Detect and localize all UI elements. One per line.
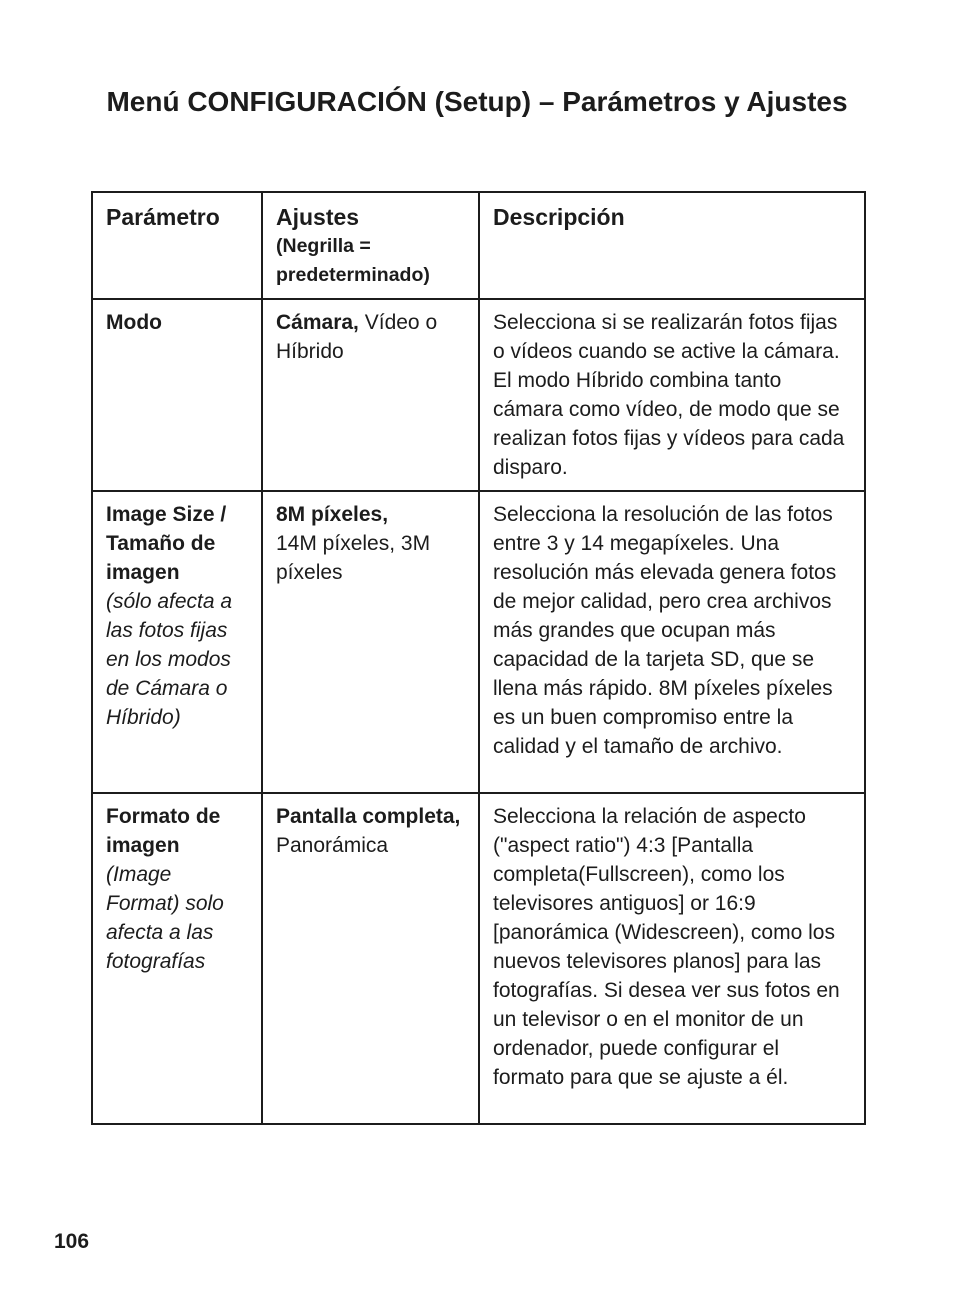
header-description (479, 192, 865, 299)
default-setting: Pantalla completa, (276, 805, 461, 829)
table-row (92, 491, 865, 793)
param-name: Image Size / Tamaño de imagen (106, 503, 227, 585)
settings-cell (262, 491, 479, 793)
settings-cell (262, 793, 479, 1124)
other-settings: Vídeo o Híbrido (276, 311, 438, 363)
param-cell (92, 793, 262, 1124)
settings-table (91, 191, 866, 1125)
other-settings: 14M píxeles, 3M píxeles (276, 532, 431, 585)
table-row (92, 299, 865, 491)
page-number: 106 (54, 1230, 90, 1253)
default-setting: 8M píxeles, (276, 503, 389, 527)
header-description-label: Descripción (493, 204, 625, 230)
header-param-label: Parámetro (106, 204, 220, 230)
table-header-row (92, 192, 865, 299)
description-cell (479, 491, 865, 793)
param-note: (Image Format) solo afecta a las fotografías (106, 863, 224, 973)
description-cell (479, 793, 865, 1124)
header-param (92, 192, 262, 299)
param-name: Formato de imagen (106, 805, 221, 858)
settings-cell (262, 299, 479, 491)
description-text: Selecciona la resolución de las fotos entre 3 y 14 megapíxeles. Una resolución más elevada genera fotos de mejor calidad, pero crea archivos más grandes que ocupan más capacidad de la tarjeta SD, que se llena más rápido. 8M píxeles píxeles es un buen compromiso entre la calidad y el tamaño de archivo. (493, 503, 837, 758)
header-settings-note: (Negrilla = predeterminado) (276, 235, 430, 286)
param-cell (92, 491, 262, 793)
param-name: Modo (106, 311, 162, 334)
description-text: Selecciona si se realizarán fotos fijas o vídeos cuando se active la cámara. El modo Híbrido combina tanto cámara como vídeo, de modo que se realizan fotos fijas y vídeos para cada disparo. (493, 311, 845, 479)
default-setting: Cámara, (276, 311, 359, 334)
table-row (92, 793, 865, 1124)
header-settings (262, 192, 479, 299)
header-settings-label: Ajustes (276, 204, 360, 230)
page-title: Menú CONFIGURACIÓN (Setup) – Parámetros y Ajustes (106, 86, 848, 117)
other-settings: Panorámica (276, 834, 389, 858)
param-cell (92, 299, 262, 491)
description-text: Selecciona la relación de aspecto ("aspect ratio") 4:3 [Pantalla completa(Fullscreen), como los televisores antiguos] or 16:9 [panorámica (Widescreen), como los nuevos televisores planos] para las fotografías. Si desea ver sus fotos en un televisor o en el monitor de un ordenador, puede configurar el formato para que se ajuste a él. (493, 805, 840, 1089)
description-cell (479, 299, 865, 491)
param-note: (sólo afecta a las fotos fijas en los modos de Cámara o Híbrido) (106, 590, 233, 729)
